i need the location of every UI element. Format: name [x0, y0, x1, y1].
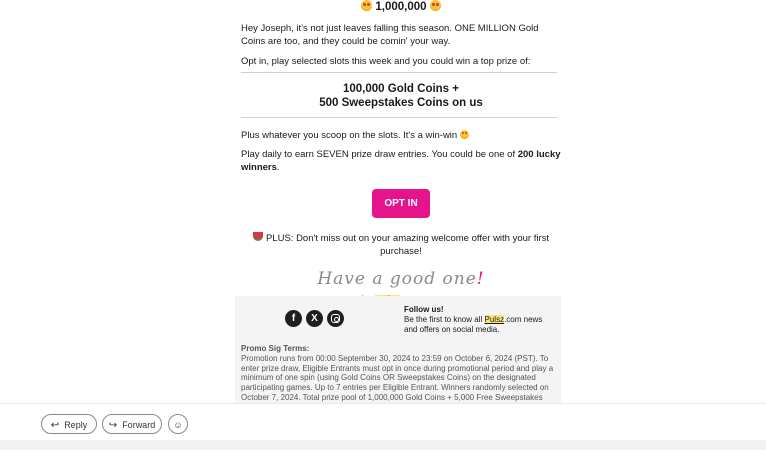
- daily-end: .: [276, 161, 280, 173]
- facebook-icon[interactable]: f: [285, 310, 302, 327]
- headline-text: 1,000,000: [375, 1, 427, 13]
- greeting-paragraph: Hey Joseph, it's not just leaves falling this season. ONE MILLION Gold Coins are too, and they could be comin' your way.: [241, 23, 539, 47]
- winwin-text: Plus whatever you scoop on the slots. It's a win-win: [241, 129, 458, 141]
- plus-text: PLUS: Don't miss out on your amazing welcome offer with your first purchase!: [265, 233, 550, 257]
- emoji-reaction-button[interactable]: [168, 414, 188, 434]
- forward-button[interactable]: ↪ Forward: [102, 414, 162, 434]
- terms-title: Promo Sig Terms:: [241, 344, 310, 353]
- daily-bold-text: 200 lucky winners: [241, 149, 561, 173]
- opt-in-button[interactable]: OPT IN: [372, 189, 430, 218]
- email-body: [241, 0, 561, 308]
- cta-wrapper: [241, 189, 561, 218]
- reply-arrow-icon: ↩: [50, 420, 60, 431]
- star-eyes-emoji-icon: [361, 0, 372, 11]
- reply-button[interactable]: ↩ Reply: [41, 414, 97, 434]
- forward-arrow-icon: ↪: [108, 420, 118, 431]
- prize-line-2: 500 Sweepstakes Coins on us: [319, 96, 483, 109]
- headline: [241, 0, 561, 14]
- signature-text: Have a good one!: [317, 269, 485, 289]
- follow-title: Follow us!: [404, 305, 444, 314]
- daily-text: Play daily to earn SEVEN prize draw entries. You could be one of: [241, 149, 516, 160]
- follow-block: [404, 305, 554, 335]
- star-eyes-emoji-icon: [430, 0, 441, 11]
- plus-paragraph: [241, 232, 561, 258]
- intro-paragraph: Opt in, play selected slots this week and you could win a top prize of:: [241, 56, 531, 67]
- follow-text: Be the first to know all Pulsz.com news and offers on social media.: [404, 315, 543, 334]
- social-links: [285, 310, 348, 328]
- instagram-icon[interactable]: [327, 310, 344, 327]
- divider-top: [241, 72, 557, 73]
- watermelon-icon: [253, 232, 263, 241]
- prize-line-1: 100,000 Gold Coins +: [342, 82, 459, 95]
- bottom-strip: [0, 440, 766, 450]
- daily-paragraph: [241, 149, 561, 174]
- star-eyes-emoji-icon: [460, 130, 469, 139]
- prize-block: [241, 82, 561, 110]
- smiley-icon: ☺: [173, 420, 183, 430]
- divider-bottom: [241, 117, 557, 118]
- signature: [241, 266, 561, 292]
- email-footer: [235, 296, 561, 406]
- terms-body: Promotion runs from 00:00 September 30, 2024 to 23:59 on October 6, 2024 (PST). To enter prize draw, Eligible Entrants must opt in once during promotional period and play a minimum of one spin (using Gold Coins OR Sweepstakes Coins) on the designated participating games. Up to 7 entries per Eligible Entrant. Winners randomly selected on October 7, 2024. Total prize pool of 1,000,000 Gold Coins + 5,000 Free Sweepstakes: [241, 353, 554, 402]
- winwin-paragraph: [241, 130, 561, 143]
- x-icon[interactable]: X: [306, 310, 323, 327]
- follow-brand: Pulsz: [484, 315, 505, 324]
